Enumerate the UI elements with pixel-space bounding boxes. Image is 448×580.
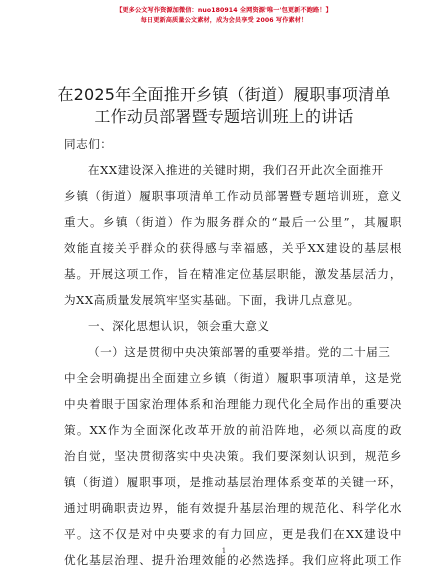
document-title-line-2: 工作动员部署暨专题培训班上的讲话 [94, 107, 354, 126]
salutation: 同志们： [64, 137, 113, 151]
paragraph-line: 镇（街道）履职事项，是推动基层治理体系变革的关键一环， [64, 475, 402, 489]
paragraph-line: 通过明确职责边界，能有效提升基层治理的规范化、科学化水 [64, 501, 402, 515]
paragraph-line: 中央着眼于国家治理体系和治理能力现代化全局作出的重要决 [64, 397, 402, 411]
promo-banner [0, 6, 448, 26]
paragraph-line: 重大。乡镇（街道）作为服务群众的“最后一公里”，其履职 [64, 215, 402, 229]
document-body [64, 131, 402, 573]
paragraph-line: 基。开展这项工作，旨在精准定位基层职能，激发基层活力， [64, 267, 402, 281]
document-title [30, 84, 418, 128]
paragraph-line: 策。XX作为全面深化改革开放的前沿阵地，必须以高度的政 [64, 423, 402, 437]
paragraph-line: 优化基层治理、提升治理效能的必然选择。我们应将此项工作 [64, 553, 402, 567]
paragraph-line: 为XX高质量发展筑牢坚实基础。下面，我讲几点意见。 [64, 293, 360, 307]
paragraph-line: 平。这不仅是对中央要求的有力回应，更是我们在XX建设中 [64, 527, 402, 541]
paragraph-line: 在XX建设深入推进的关键时期，我们召开此次全面推开 [88, 163, 384, 177]
paragraph-line: （一）这是贯彻中央决策部署的重要举措。党的二十届三 [88, 345, 391, 359]
promo-banner-line-2: 每日更新高质量公文素材，成为会员享受 2006 写作素材！ [140, 17, 308, 24]
paragraph-line: 中全会明确提出全面建立乡镇（街道）履职事项清单，这是党 [64, 371, 402, 385]
paragraph-line: 效能直接关乎群众的获得感与幸福感，关乎XX建设的基层根 [64, 241, 402, 255]
paragraph-line: 乡镇（街道）履职事项清单工作动员部署暨专题培训班，意义 [64, 189, 402, 203]
promo-banner-line-1: 【更多公文写作资源加微信：nuo180914 全网资源'唯一'包更新不跑路！】 [116, 7, 332, 14]
paragraph-line: 治自觉，坚决贯彻落实中央决策。我们要深刻认识到，规范乡 [64, 449, 402, 463]
page-number: 1 [221, 547, 227, 555]
document-title-line-1: 在2025年全面推开乡镇（街道）履职事项清单 [57, 85, 391, 104]
section-heading: 一、深化思想认识，领会重大意义 [88, 319, 270, 333]
